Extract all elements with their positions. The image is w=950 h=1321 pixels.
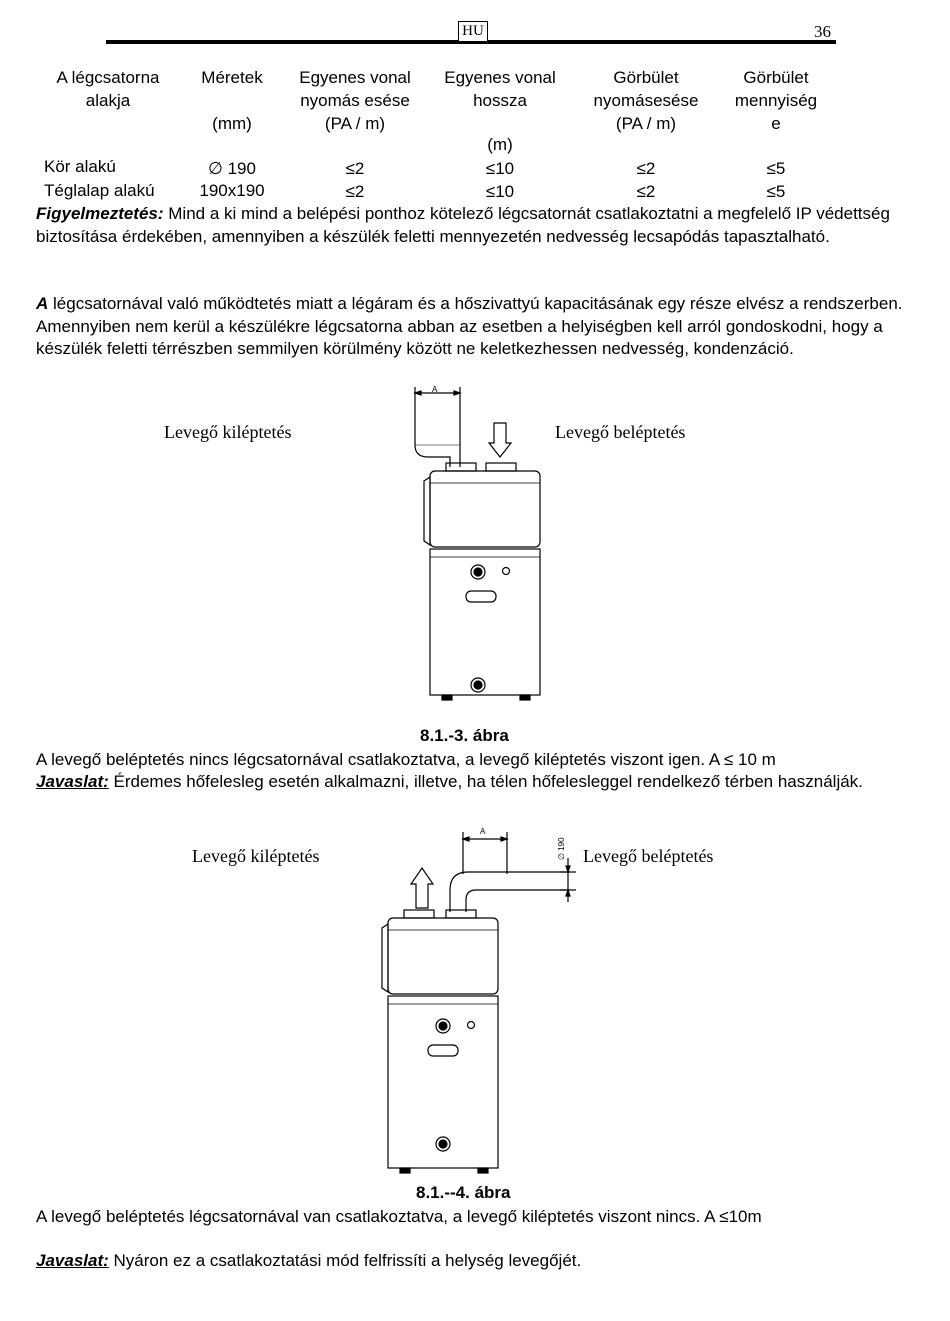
figure2-drawing (360, 822, 580, 1182)
table-header-bend-pressure: Görbület nyomásesése (PA / m) (593, 68, 699, 133)
figure1-label-air-in: Levegő beléptetés (555, 422, 686, 442)
warning-paragraph: Figyelmeztetés: Mind a ki mind a belépési ponthoz kötelező légcsatornát csatlakoztatni a megfelelő IP védettség biztosítása érdekében, amennyiben a készülék feletti mennyezetén nedvesség lecsapódás tapasztalható. (36, 204, 890, 246)
figure1-caption: 8.1.-3. ábra (420, 726, 509, 745)
recommendation-label: Javaslat: (36, 772, 109, 791)
figure2-label-air-in: Levegő beléptetés (583, 846, 714, 866)
figure1-drawing (380, 385, 580, 711)
duct-operation-paragraph: A légcsatornával való működtetés miatt a légáram és a hőszivattyú kapacitásának egy része elvész a rendszerben. Amennyiben nem kerül a készülékre légcsatorna abban az esetben a helyiségben kell arról gondoskodni, hogy a készülék feletti térrészben semmilyen körülmény között ne keletkezhessen nedvesség, kondenzáció. (36, 294, 903, 358)
figure2-dimension-a: A (480, 827, 486, 836)
figure2-recommendation: Javaslat: Nyáron ez a csatlakoztatási mód felfrissíti a helység levegőjét. (36, 1251, 582, 1270)
table-header-size: Méretek (mm) (201, 68, 263, 133)
table-header-bend-count: Görbület mennyiség e (734, 68, 818, 133)
figure2-caption: 8.1.--4. ábra (416, 1183, 511, 1202)
figure2-dimension-diameter: ∅ 190 (557, 837, 566, 860)
figure1-recommendation: Javaslat: Érdemes hőfelesleg esetén alkalmazni, illetve, ha télen hőfelesleggel rendelkező térben használják. (36, 772, 863, 791)
figure2-label-air-out: Levegő kiléptetés (192, 846, 320, 866)
recommendation-label: Javaslat: (36, 1251, 109, 1270)
figure1-description: A levegő beléptetés nincs légcsatornával csatlakoztatva, a levegő kiléptetés viszont igen. A ≤ 10 m (36, 750, 776, 769)
language-badge: HU (458, 21, 488, 42)
figure1-label-air-out: Levegő kiléptetés (164, 422, 292, 442)
figure2-description: A levegő beléptetés légcsatornával van csatlakoztatva, a levegő kiléptetés viszont nincs. A ≤10m (36, 1207, 762, 1226)
figure1-dimension-a: A (432, 385, 438, 394)
table-header-straight-pressure: Egyenes vonal nyomás esése (PA / m) (299, 68, 411, 133)
page-number: 36 (814, 22, 831, 41)
warning-label: Figyelmeztetés: (36, 204, 164, 223)
table-header-straight-length: Egyenes vonal hossza (m) (444, 68, 556, 154)
table-header-shape: A légcsatorna alakja (56, 68, 160, 110)
